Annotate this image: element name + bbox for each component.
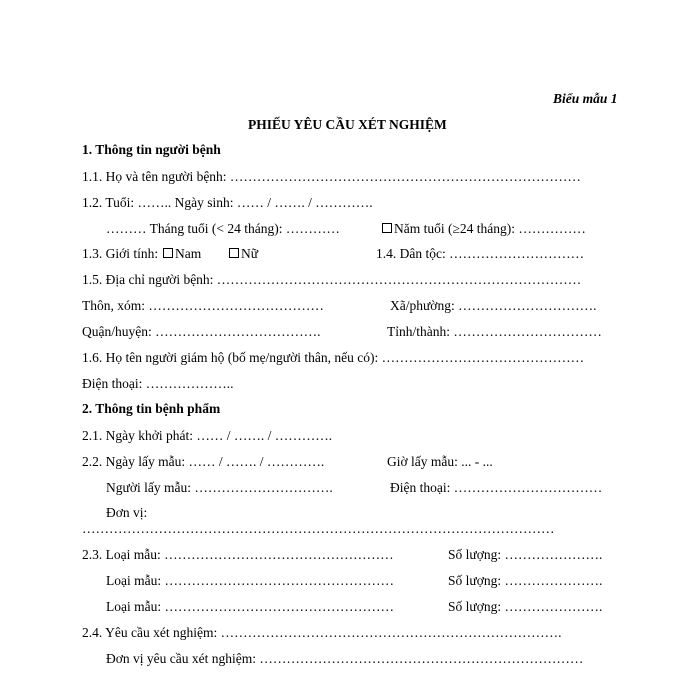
form-code: Biểu mẫu 1 (553, 91, 618, 106)
sample-type-1-field: 2.3. Loại mẫu: …………………………………………… (82, 547, 394, 562)
section2-heading: 2. Thông tin bệnh phẩm (82, 401, 221, 416)
years-age-label: Năm tuổi (≥24 tháng): …………… (394, 221, 586, 236)
years-age-field (382, 221, 586, 237)
patient-name-field: 1.1. Họ và tên người bệnh: …………………………………………………………………… (82, 169, 581, 184)
gender-female-label: Nữ (241, 246, 259, 261)
collector-field: Người lấy mẫu: …………………………. (106, 480, 333, 495)
quantity-3-field: Số lượng: …………………. (448, 599, 603, 614)
gender-male-option (163, 246, 201, 262)
address-field: 1.5. Địa chỉ người bệnh: ……………………………………………………………………… (82, 272, 582, 287)
gender-female-option (229, 246, 258, 262)
test-request-field: 2.4. Yêu cầu xét nghiệm: …………………………………………………………………. (82, 625, 562, 640)
years-age-checkbox[interactable] (382, 223, 392, 233)
gender-female-checkbox[interactable] (229, 248, 239, 258)
collection-date-field: 2.2. Ngày lấy mẫu: …… / ……. / …………. (82, 454, 325, 469)
quantity-1-field: Số lượng: …………………. (448, 547, 603, 562)
collection-time-field: Giờ lấy mẫu: ... - ... (387, 454, 493, 469)
province-field: Tỉnh/thành: …………………………… (387, 324, 602, 339)
collector-phone-field: Điện thoại: …………………………… (390, 480, 603, 495)
months-age-field: ……… Tháng tuổi (< 24 tháng): ………… (106, 221, 340, 236)
gender-label: 1.3. Giới tính: (82, 246, 159, 261)
unit-dots: …………………………………………………………………………………………… (82, 521, 555, 536)
gender-male-checkbox[interactable] (163, 248, 173, 258)
gender-male-label: Nam (175, 246, 202, 261)
sample-type-3-field: Loại mẫu: …………………………………………… (106, 599, 394, 614)
quantity-2-field: Số lượng: …………………. (448, 573, 603, 588)
section1-heading: 1. Thông tin người bệnh (82, 142, 221, 157)
form-title: PHIẾU YÊU CẦU XÉT NGHIỆM (248, 117, 447, 132)
village-field: Thôn, xóm: ………………………………… (82, 298, 324, 313)
guardian-field: 1.6. Họ tên người giám hộ (bố mẹ/người thân, nếu có): ……………………………………… (82, 350, 585, 365)
sample-type-2-field: Loại mẫu: …………………………………………… (106, 573, 394, 588)
requesting-unit-field: Đơn vị yêu cầu xét nghiệm: ……………………………………………………………… (106, 651, 584, 666)
age-dob-field: 1.2. Tuổi: …….. Ngày sinh: …… / ……. / …………. (82, 195, 373, 210)
phone-field: Điện thoại: ……………….. (82, 376, 234, 391)
district-field: Quận/huyện: ………………………………. (82, 324, 321, 339)
commune-field: Xã/phường: …………………………. (390, 298, 597, 313)
onset-date-field: 2.1. Ngày khởi phát: …… / ……. / …………. (82, 428, 333, 443)
unit-label: Đơn vị: (106, 505, 148, 520)
ethnicity-field: 1.4. Dân tộc: ………………………… (376, 246, 585, 261)
